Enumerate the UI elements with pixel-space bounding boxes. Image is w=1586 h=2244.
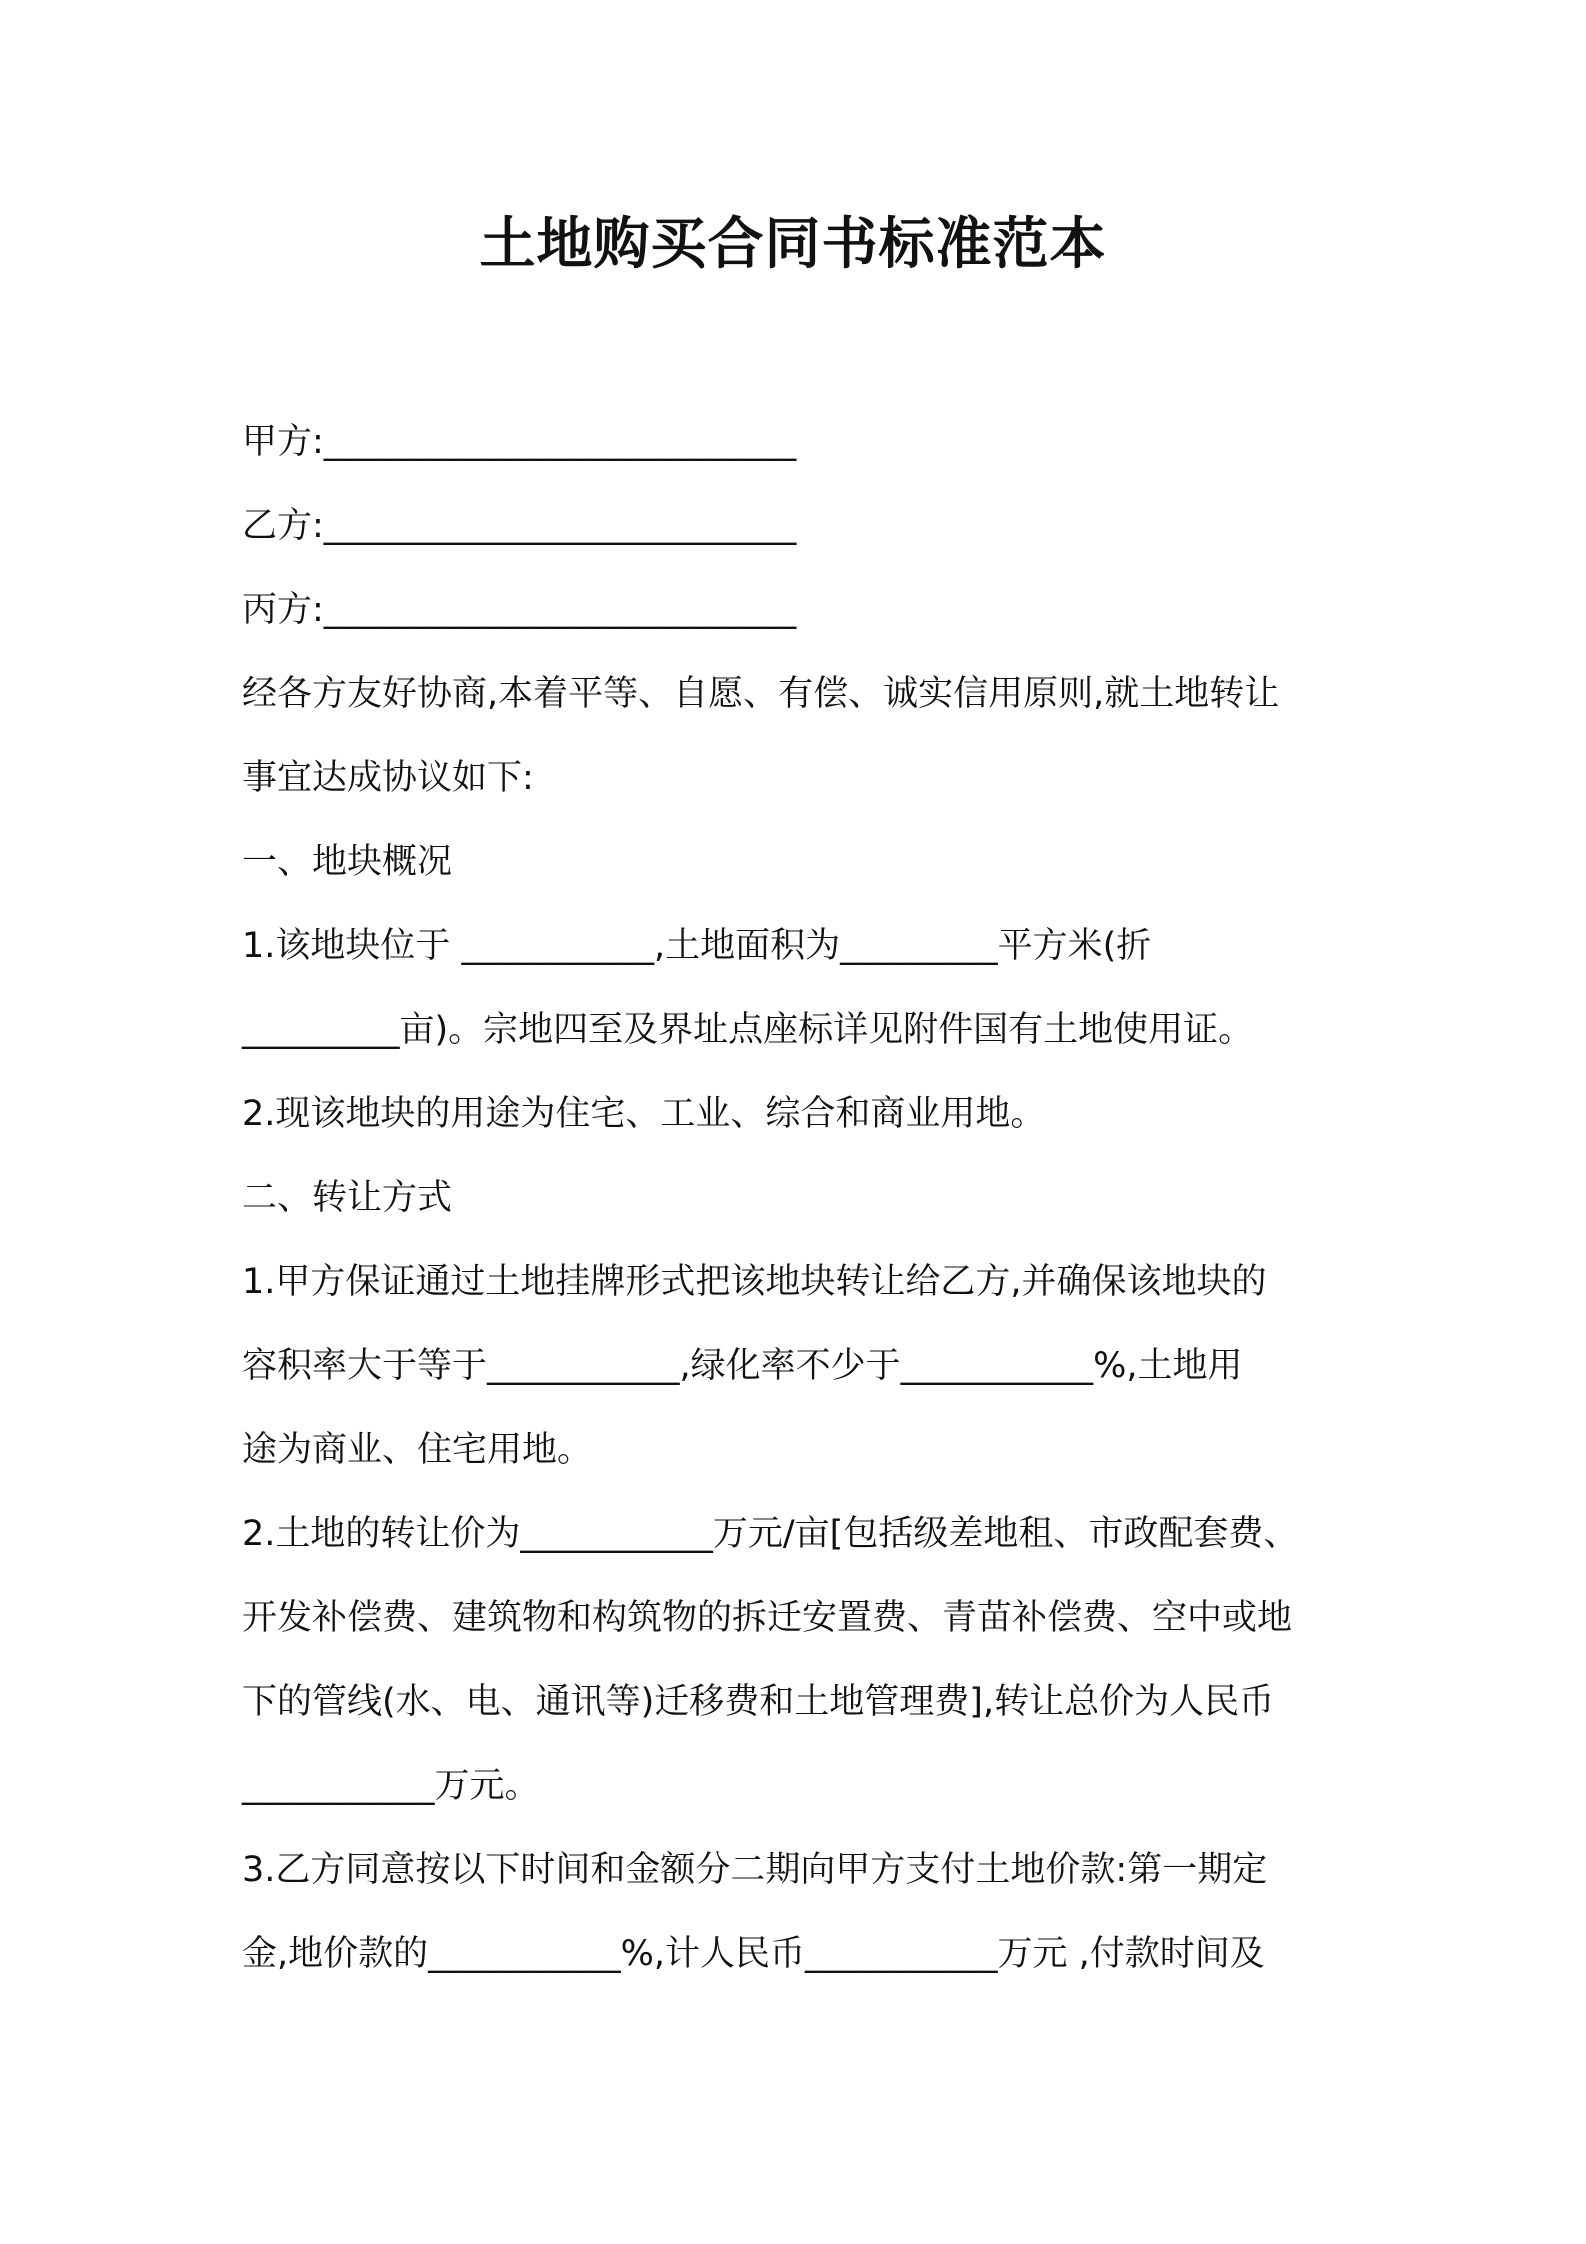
section-heading-1: 一、地块概况 xyxy=(242,842,453,882)
party-a-line: 甲方:___________________________ xyxy=(242,422,797,462)
party-c-line: 丙方:___________________________ xyxy=(242,590,797,630)
clause-line: 2.土地的转让价为___________万元/亩[包括级差地租、市政配套费、 xyxy=(242,1514,1299,1554)
clause-line: 3.乙方同意按以下时间和金额分二期向甲方支付土地价款:第一期定 xyxy=(242,1850,1268,1890)
clause-line: 途为商业、住宅用地。 xyxy=(242,1430,593,1470)
document-title: 土地购买合同书标准范本 xyxy=(479,212,1107,277)
party-b-line: 乙方:___________________________ xyxy=(242,506,797,546)
clause-line: 1.该地块位于 ___________,土地面积为_________平方米(折 xyxy=(242,926,1152,966)
clause-line: 下的管线(水、电、通讯等)迁移费和土地管理费],转让总价为人民币 xyxy=(242,1682,1275,1722)
clause-line: _________亩)。宗地四至及界址点座标详见附件国有土地使用证。 xyxy=(242,1010,1254,1050)
preamble-line: 事宜达成协议如下: xyxy=(242,758,534,798)
clause-line: ___________万元。 xyxy=(242,1766,540,1806)
section-heading-2: 二、转让方式 xyxy=(242,1178,453,1218)
clause-line: 金,地价款的___________%,计人民币___________万元 ,付款时间及 xyxy=(242,1934,1265,1974)
clause-line: 1.甲方保证通过土地挂牌形式把该地块转让给乙方,并确保该地块的 xyxy=(242,1262,1267,1302)
document-body xyxy=(242,400,1372,1996)
preamble-line: 经各方友好协商,本着平等、自愿、有偿、诚实信用原则,就土地转让 xyxy=(242,674,1280,714)
clause-line: 开发补偿费、建筑物和构筑物的拆迁安置费、青苗补偿费、空中或地 xyxy=(242,1598,1293,1638)
clause-line: 2.现该地块的用途为住宅、工业、综合和商业用地。 xyxy=(242,1094,1046,1134)
clause-line: 容积率大于等于___________,绿化率不少于___________%,土地用 xyxy=(242,1346,1243,1386)
